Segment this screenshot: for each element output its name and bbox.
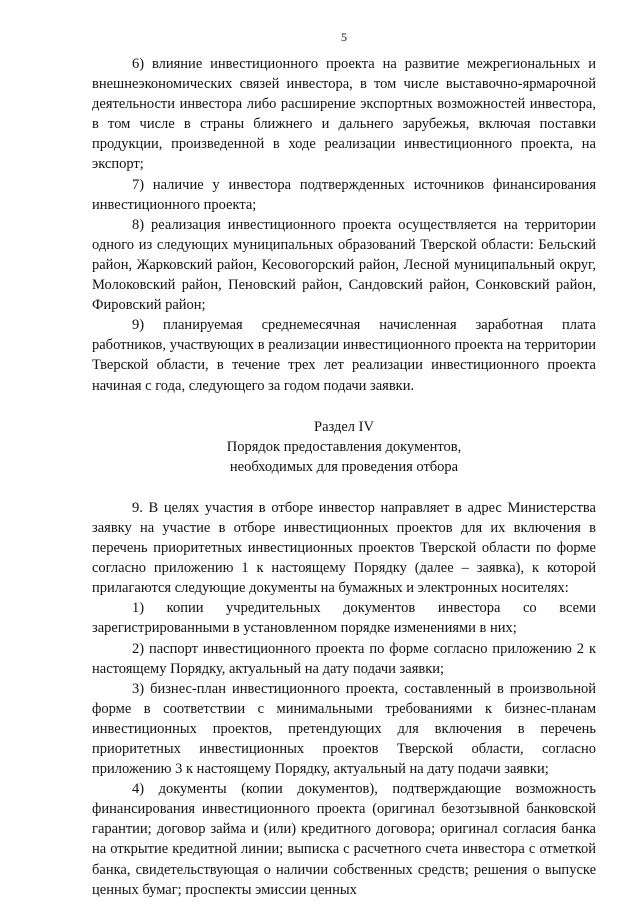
list-item: 3) бизнес-план инвестиционного проекта, составленный в произвольной форме в соответствии с минимальными требованиями к бизнес-планам инвестиционных проектов, претендующих для включения в перечень приоритетных инвестиционных проектов Тверской области, согласно приложению 3 к настоящему Порядку, актуальный на дату подачи заявки; (92, 680, 596, 778)
list-item: 1) копии учредительных документов инвестора со всеми зарегистрированными в установленном порядке изменениями в них; (92, 600, 596, 637)
list-item: 8) реализация инвестиционного проекта осуществляется на территории одного из следующих муниципальных образований Тверской области: Бельский район, Жарковский район, Кесовогорский район, Лесной муниципальный округ, Молоковский район, Пеновский район, Сандовский район, Сонковский район, Фировский район; (92, 216, 596, 314)
page-number: 5 (341, 30, 347, 44)
list-item: 9) планируемая среднемесячная начисленная заработная плата работников, участвующих в реализации инвестиционного проекта на территории Тверской области, в течение трех лет реализации инвестиционного проекта начиная с года, следующего за годом подачи заявки. (92, 317, 596, 394)
section-subtitle-line1: Порядок предоставления документов, (226, 438, 462, 455)
list-item: 2) паспорт инвестиционного проекта по форме согласно приложению 2 к настоящему Порядку, актуальный на дату подачи заявки; (92, 640, 596, 677)
list-item: 6) влияние инвестиционного проекта на развитие межрегиональных и внешнеэкономических связей инвестора, в том числе выставочно-ярмарочной деятельности инвестора либо расширение экспортных возможностей инвестора, в том числе в страны ближнего и дальнего зарубежья, включая поставки продукции, произведенной в ходе реализации инвестиционного проекта, на экспорт; (92, 56, 596, 173)
section-title: Раздел IV (314, 418, 374, 435)
section-subtitle-line2: необходимых для проведения отбора (229, 458, 459, 475)
list-item: 9. В целях участия в отборе инвестор направляет в адрес Министерства заявку на участие в отборе инвестиционных проектов для их включения в перечень приоритетных инвестиционных проектов Тверской области по форме согласно приложению 1 к настоящему Порядку (далее – заявка), к которой прилагаются следующие документы на бумажных и электронных носителях: (92, 499, 596, 597)
list-item: 4) документы (копии документов), подтверждающие возможность финансирования инвестиционного проекта (оригинал безотзывной банковской гарантии; договор займа и (или) кредитного договора; оригинал согласия банка на открытие кредитной линии; выписка с расчетного счета инвестора с отметкой банка, свидетельствующая о наличии собственных средств; решения о выпуске ценных бумаг; проспекты эмиссии ценных (92, 781, 596, 898)
list-item: 7) наличие у инвестора подтвержденных источников финансирования инвестиционного проекта; (92, 176, 596, 213)
